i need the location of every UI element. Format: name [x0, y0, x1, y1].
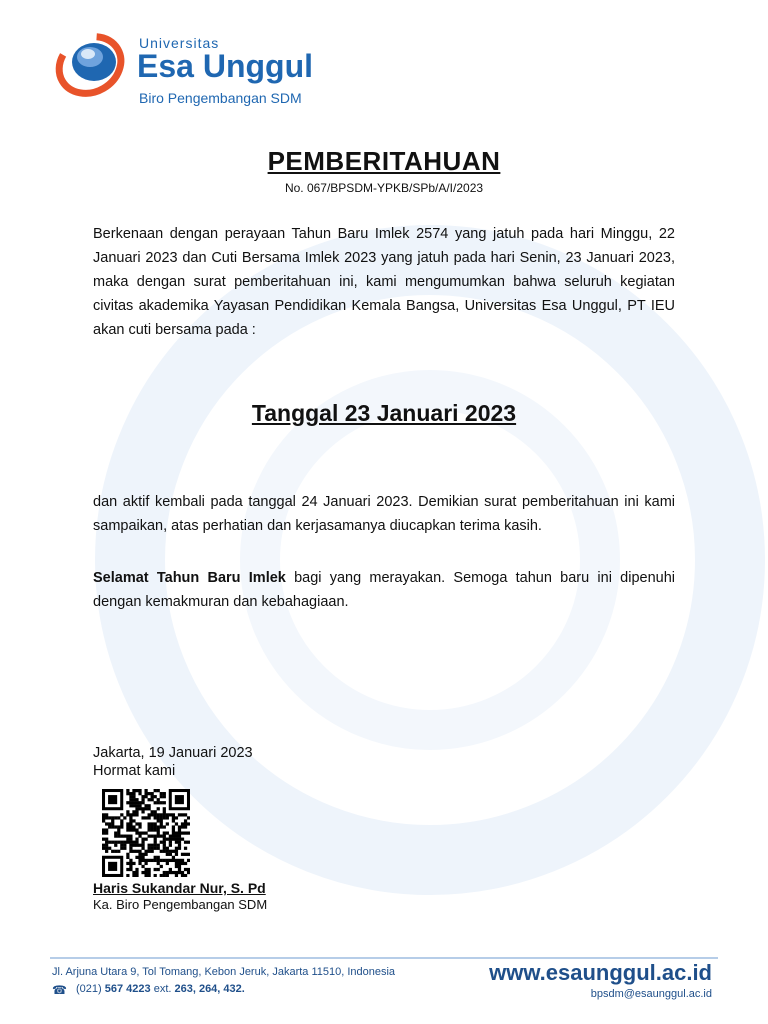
qr-code-icon	[102, 789, 190, 877]
greeting-rest: bagi yang merayakan. Semoga tahun baru ini dipenuhi dengan kemakmuran dan kebahagiaan.	[93, 570, 675, 610]
paragraph-announcement: Berkenaan dengan perayaan Tahun Baru Imlek 2574 yang jatuh pada hari Minggu, 22 Januari 2023 dan Cuti Bersama Imlek 2023 yang jatuh pada hari Senin, 23 Januari 2023, maka dengan surat pemberitahuan ini, kami mengumumkan bahwa seluruh kegiatan civitas akademika Yayasan Pendidikan Kemala Bangsa, Universitas Esa Unggul, PT IEU akan cuti bersama pada :	[93, 226, 675, 338]
phone-icon: ☎	[52, 983, 67, 997]
footer-phone	[76, 983, 245, 995]
footer-divider	[50, 957, 718, 959]
phone-ext-label: ext.	[150, 983, 175, 995]
greeting-bold: Selamat Tahun Baru Imlek	[93, 570, 286, 586]
document-title: PEMBERITAHUAN	[267, 146, 501, 176]
phone-prefix: (021)	[76, 983, 105, 995]
logo-university-label: Universitas	[139, 35, 220, 51]
footer-website-link[interactable]: www.esaunggul.ac.id	[489, 960, 712, 985]
phone-ext: 263, 264, 432.	[174, 983, 245, 995]
signature-place-date: Jakarta, 19 Januari 2023	[93, 745, 253, 761]
logo-university-name: Esa Unggul	[137, 48, 314, 84]
paragraph-return: dan aktif kembali pada tanggal 24 Januari 2023. Demikian surat pemberitahuan ini kami sampaikan, atas perhatian dan kerjasamanya diucapkan terima kasih.	[93, 494, 675, 534]
signatory-name: Haris Sukandar Nur, S. Pd	[93, 880, 266, 896]
phone-main: 567 4223	[104, 983, 151, 995]
footer-email-link[interactable]: bpsdm@esaunggul.ac.id	[590, 988, 712, 1000]
paragraph-greeting	[93, 566, 675, 614]
signature-greeting: Hormat kami	[93, 763, 176, 779]
document-number: No. 067/BPSDM-YPKB/SPb/A/I/2023	[284, 181, 484, 195]
leave-date-heading: Tanggal 23 Januari 2023	[251, 400, 517, 426]
footer-address: Jl. Arjuna Utara 9, Tol Tomang, Kebon Jeruk, Jakarta 11510, Indonesia	[52, 966, 396, 978]
signatory-role: Ka. Biro Pengembangan SDM	[93, 897, 268, 912]
university-logo-icon	[52, 30, 132, 100]
logo-unit-name: Biro Pengembangan SDM	[139, 90, 302, 106]
